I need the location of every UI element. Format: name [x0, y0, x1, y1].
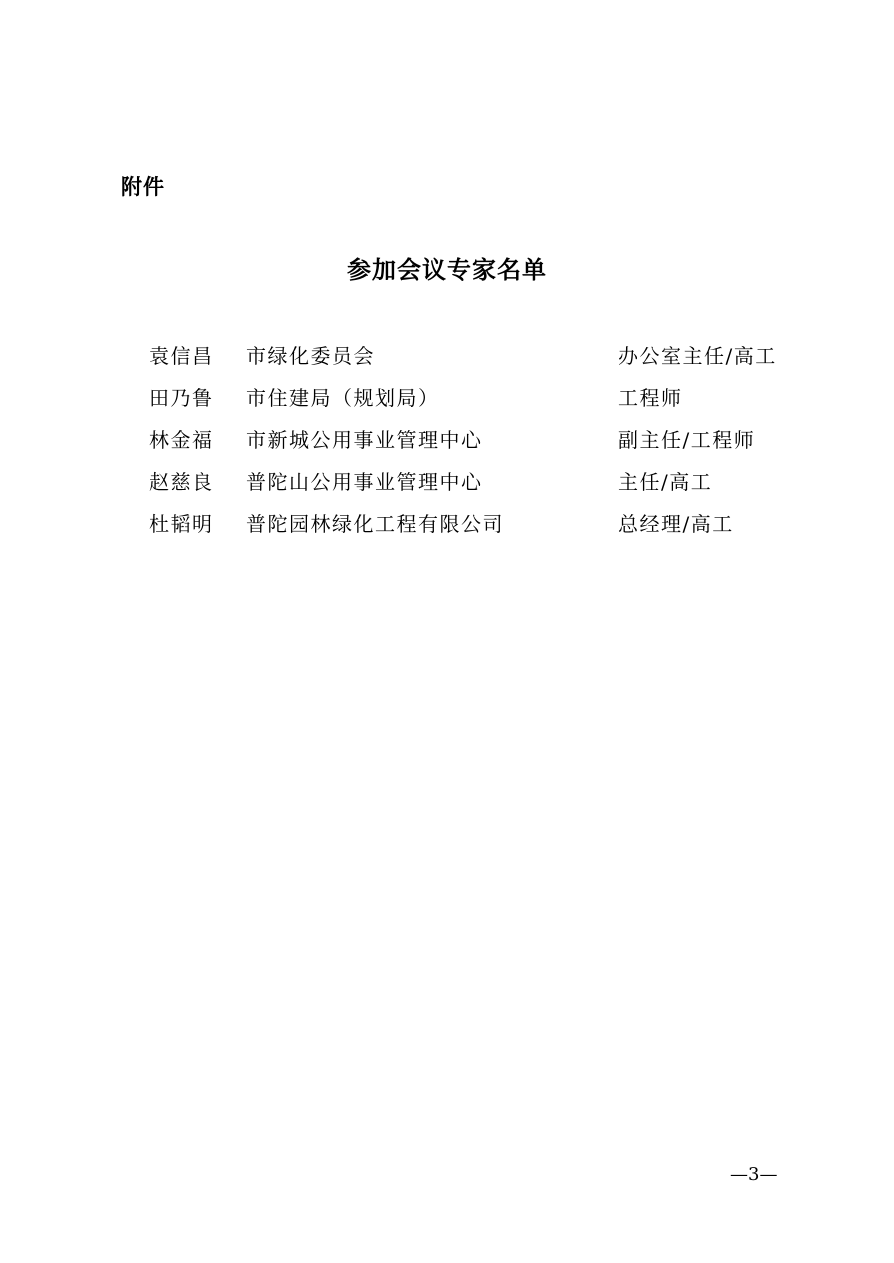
- expert-position: 总经理/高工: [618, 512, 734, 536]
- page-number: —3—: [730, 1164, 778, 1185]
- expert-row: [0, 338, 894, 380]
- expert-name: 袁信昌: [149, 344, 214, 368]
- expert-position: 办公室主任/高工: [618, 344, 777, 368]
- expert-organization: 市新城公用事业管理中心: [246, 428, 483, 452]
- expert-list: [0, 338, 894, 548]
- expert-row: [0, 380, 894, 422]
- expert-organization: 市住建局（规划局）: [246, 386, 440, 410]
- expert-position: 工程师: [618, 386, 683, 410]
- expert-position: 副主任/工程师: [618, 428, 756, 452]
- expert-row: [0, 422, 894, 464]
- expert-organization: 市绿化委员会: [246, 344, 375, 368]
- attachment-label: 附件: [121, 175, 165, 199]
- expert-row: [0, 464, 894, 506]
- expert-name: 林金福: [149, 428, 214, 452]
- expert-position: 主任/高工: [618, 470, 713, 494]
- expert-row: [0, 506, 894, 548]
- expert-organization: 普陀园林绿化工程有限公司: [246, 512, 504, 536]
- expert-name: 赵慈良: [149, 470, 214, 494]
- expert-name: 杜韬明: [149, 512, 214, 536]
- document-title: 参加会议专家名单: [347, 256, 547, 284]
- expert-organization: 普陀山公用事业管理中心: [246, 470, 483, 494]
- expert-name: 田乃鲁: [149, 386, 214, 410]
